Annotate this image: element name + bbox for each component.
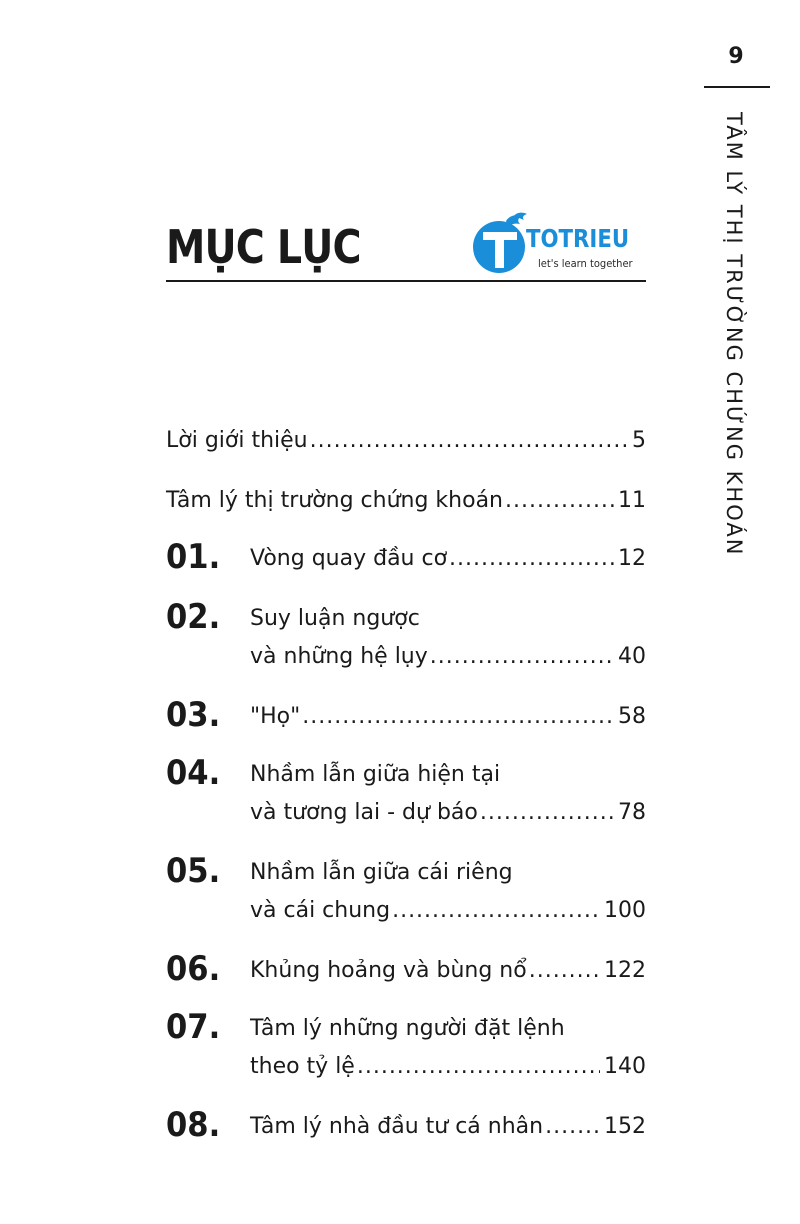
toc-entry-title: Lời giới thiệu xyxy=(166,428,308,453)
toc-page-ref: 5 xyxy=(632,428,646,453)
toc-entry-line xyxy=(250,1018,646,1040)
title-divider xyxy=(166,280,646,282)
toc-entry-title: Tâm lý nhà đầu tư cá nhân xyxy=(250,1114,544,1139)
toc-entry-title-cont: theo tỷ lệ xyxy=(250,1054,355,1079)
dot-leader xyxy=(302,706,614,728)
toc-entry-title: Suy luận ngược xyxy=(250,606,420,631)
toc-page-ref: 40 xyxy=(618,644,646,669)
dot-leader xyxy=(545,1116,600,1138)
toc-entry-chapter-07[interactable] xyxy=(166,1007,646,1079)
chapter-number: 01. xyxy=(166,537,221,577)
toc-entry-chapter-08[interactable] xyxy=(166,1105,646,1145)
dot-leader xyxy=(357,1056,600,1078)
toc-entry-line xyxy=(250,646,646,668)
toc-entry-chapter-03[interactable] xyxy=(166,695,646,735)
dot-leader xyxy=(430,646,614,668)
toc-entry-title: "Họ" xyxy=(250,704,301,729)
dot-leader xyxy=(392,900,600,922)
logo-name: TOTRIEU xyxy=(526,224,630,253)
dot-leader xyxy=(505,490,614,512)
chapter-number: 08. xyxy=(166,1105,221,1145)
toc-entry-line xyxy=(250,706,646,728)
toc-entry-line xyxy=(250,548,646,570)
chapter-number: 06. xyxy=(166,949,221,989)
logo-tagline: let's learn together xyxy=(538,257,633,270)
toc-page-ref: 140 xyxy=(604,1054,646,1079)
page-number: 9 xyxy=(728,44,744,69)
header-divider xyxy=(704,86,770,88)
toc-entry-title-cont: và cái chung xyxy=(250,898,391,923)
chapter-number: 04. xyxy=(166,753,221,793)
toc-entry-introduction[interactable] xyxy=(166,430,646,452)
toc-entry-chapter-01[interactable] xyxy=(166,537,646,577)
toc-entry-line xyxy=(166,490,646,512)
toc-entry-title: Vòng quay đầu cơ xyxy=(250,546,448,571)
dot-leader xyxy=(480,802,614,824)
toc-entry-title: Nhầm lẫn giữa hiện tại xyxy=(250,762,501,787)
toc-page-ref: 152 xyxy=(604,1114,646,1139)
chapter-number: 03. xyxy=(166,695,221,735)
toc-entry-line xyxy=(250,1056,646,1078)
toc-entry-line xyxy=(166,430,646,452)
toc-entry-line xyxy=(250,862,646,884)
toc-entry-line xyxy=(250,1116,646,1138)
toc-entry-line xyxy=(250,608,646,630)
toc-entry-overview[interactable] xyxy=(166,490,646,512)
toc-entry-chapter-02[interactable] xyxy=(166,597,646,669)
chapter-number: 02. xyxy=(166,597,221,637)
toc-entry-title: Tâm lý thị trường chứng khoán xyxy=(166,488,504,513)
dot-leader xyxy=(310,430,628,452)
toc-entry-title-cont: và tương lai - dự báo xyxy=(250,800,478,825)
chapter-number: 07. xyxy=(166,1007,221,1047)
toc-page-ref: 12 xyxy=(618,546,646,571)
totrieu-logo-icon xyxy=(470,212,530,276)
toc-entry-line xyxy=(250,764,646,786)
logo xyxy=(470,212,645,276)
toc-entry-title: Khủng hoảng và bùng nổ xyxy=(250,958,527,983)
toc-entry-line xyxy=(250,802,646,824)
toc-entry-title-cont: và những hệ lụy xyxy=(250,644,428,669)
chapter-number: 05. xyxy=(166,851,221,891)
toc-entry-line xyxy=(250,900,646,922)
page-title: MỤC LỤC xyxy=(166,220,361,274)
toc-entry-line xyxy=(250,960,646,982)
toc-entry-chapter-06[interactable] xyxy=(166,949,646,989)
toc-page-ref: 58 xyxy=(618,704,646,729)
toc-page-ref: 11 xyxy=(618,488,646,513)
toc-page-ref: 122 xyxy=(604,958,646,983)
toc-entry-title: Nhầm lẫn giữa cái riêng xyxy=(250,860,513,885)
toc-entry-title: Tâm lý những người đặt lệnh xyxy=(250,1016,565,1041)
running-title: TÂM LÝ THỊ TRƯỜNG CHỨNG KHOÁN xyxy=(722,112,746,557)
toc-entry-chapter-05[interactable] xyxy=(166,851,646,923)
toc-page-ref: 100 xyxy=(604,898,646,923)
dot-leader xyxy=(449,548,614,570)
dot-leader xyxy=(529,960,600,982)
toc-entry-chapter-04[interactable] xyxy=(166,753,646,825)
toc-page-ref: 78 xyxy=(618,800,646,825)
